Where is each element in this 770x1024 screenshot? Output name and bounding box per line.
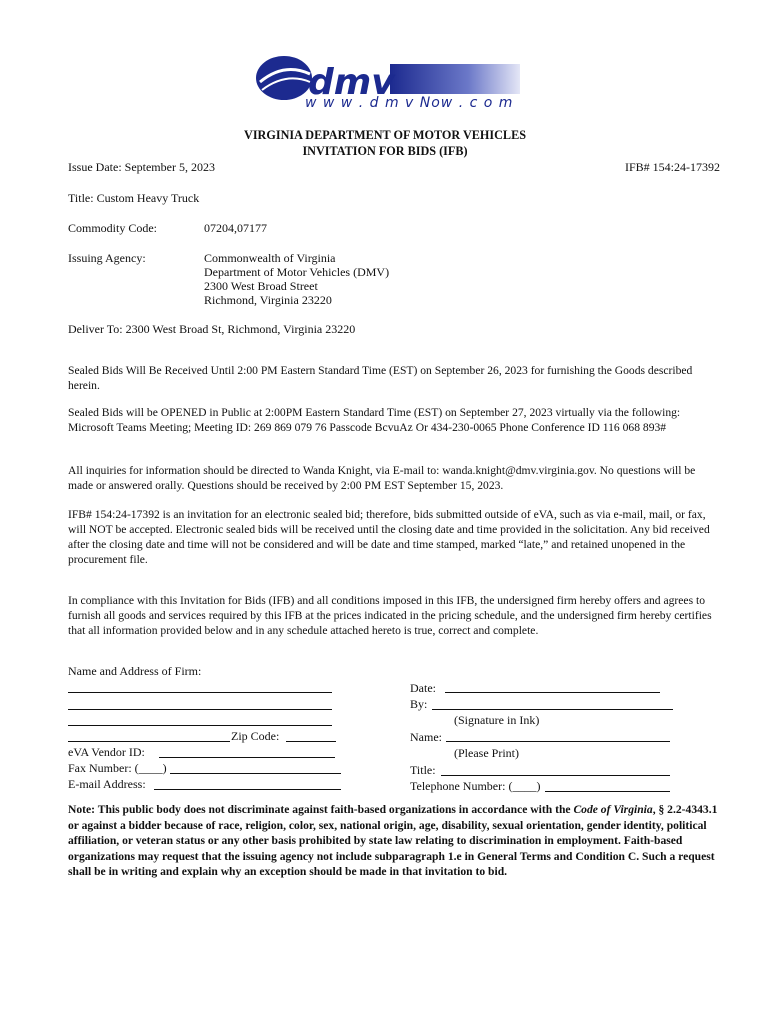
date-label: Date: — [410, 681, 436, 695]
note-italic-code: Code of Virginia — [573, 803, 653, 816]
by-label: By: — [410, 697, 428, 711]
title-label: Title: — [410, 763, 436, 777]
agency-label: Issuing Agency: — [68, 251, 146, 265]
non-discrimination-note — [68, 802, 718, 880]
zip-label: Zip Code: — [231, 729, 280, 743]
ifb-number: IFB# 154:24-17392 — [624, 160, 720, 174]
compliance-paragraph: In compliance with this Invitation for Bids (IFB) and all conditions imposed in this IFB, the undersigned firm hereby offers and agrees to furnish all goods and services required by this IFB at the prices indicated in the pricing schedule, and the undersigned firm hereby certifies that all information provided below and in any schedule attached hereto is true, correct and complete. — [68, 594, 712, 637]
name-address-label: Name and Address of Firm: — [68, 664, 202, 678]
issue-date: Issue Date: September 5, 2023 — [68, 160, 215, 174]
note-text-2: , § 2.2-4343.1 or against a bidder because of race, religion, color, sex, national origin, age, disability, sexual orientation, gender identity, political affiliation, or veteran status or any other basis prohibited by state law relating to discrimination in employment. Faith-based organizations may request that the issuing agency not include subparagraph 1.e in General Terms and Condition C. Such a request shall be in writing and explain why an exception should be made in that invitation to bid. — [68, 803, 718, 878]
signature-hint: (Signature in Ink) — [454, 713, 540, 727]
name-field[interactable] — [446, 741, 670, 742]
email-field[interactable] — [154, 789, 341, 790]
print-hint: (Please Print) — [454, 746, 519, 760]
sealed-until-paragraph: Sealed Bids Will Be Received Until 2:00 PM Eastern Standard Time (EST) on September 26, 2023 for furnishing the Goods described herein. — [68, 364, 693, 392]
svg-text:dmv: dmv — [308, 62, 395, 103]
logo-url-text: w w w . d m v Now . c o m — [305, 95, 514, 111]
agency-line: 2300 West Broad Street — [204, 279, 318, 293]
note-text-1: Note: This public body does not discriminate against faith-based organizations in accordance with the — [68, 803, 574, 816]
inquiries-paragraph: All inquiries for information should be directed to Wanda Knight, via E-mail to: wanda.knight@dmv.virginia.gov. No questions will be made or answered orally. Questions should be received by 2:00 PM EST September 15, 2023. — [68, 464, 696, 492]
agency-line: Commonwealth of Virginia — [204, 251, 336, 265]
zip-field[interactable] — [286, 741, 336, 742]
telephone-label: Telephone Number: (____) — [410, 779, 541, 793]
telephone-field[interactable] — [545, 791, 670, 792]
name-label: Name: — [410, 730, 442, 744]
commodity-value: 07204,07177 — [204, 221, 267, 235]
firm-address-line-2[interactable] — [68, 709, 332, 710]
deliver-to: Deliver To: 2300 West Broad St, Richmond, Virginia 23220 — [68, 322, 356, 336]
eva-label: eVA Vendor ID: — [68, 745, 145, 759]
commodity-label: Commodity Code: — [68, 221, 158, 235]
signature-field[interactable] — [432, 709, 673, 710]
electronic-bid-paragraph: IFB# 154:24-17392 is an invitation for an electronic sealed bid; therefore, bids submitted outside of eVA, such as via e-mail, mail, or fax, will NOT be accepted. Electronic sealed bids will be received until the closing date and time provided in the solicitation. Any bid received after the closing date and time will not be considered and will be date and time stamped, marked “late,” and retained unopened in the procurement file. — [68, 508, 710, 566]
date-field[interactable] — [445, 692, 660, 693]
firm-address-line-1[interactable] — [68, 692, 332, 693]
fax-field[interactable] — [170, 773, 341, 774]
bid-title: Title: Custom Heavy Truck — [68, 191, 200, 205]
firm-address-line-3[interactable] — [68, 725, 332, 726]
agency-line: Richmond, Virginia 23220 — [204, 293, 332, 307]
page-title: VIRGINIA DEPARTMENT OF MOTOR VEHICLES — [244, 128, 526, 142]
eva-field[interactable] — [159, 757, 335, 758]
firm-address-line-4[interactable] — [68, 741, 230, 742]
agency-line: Department of Motor Vehicles (DMV) — [204, 265, 390, 279]
sealed-opened-paragraph: Sealed Bids will be OPENED in Public at 2:00PM Eastern Standard Time (EST) on September 27, 2023 virtually via the following: Microsoft Teams Meeting; Meeting ID: 269 869 079 76 Passcode BcvuAz Or 434-230-0065 Phone Conference ID 116 068 893# — [68, 406, 681, 434]
fax-label: Fax Number: (____) — [68, 761, 167, 775]
email-label: E-mail Address: — [68, 777, 146, 791]
page-subtitle: INVITATION FOR BIDS (IFB) — [302, 144, 468, 158]
title-field[interactable] — [441, 775, 670, 776]
